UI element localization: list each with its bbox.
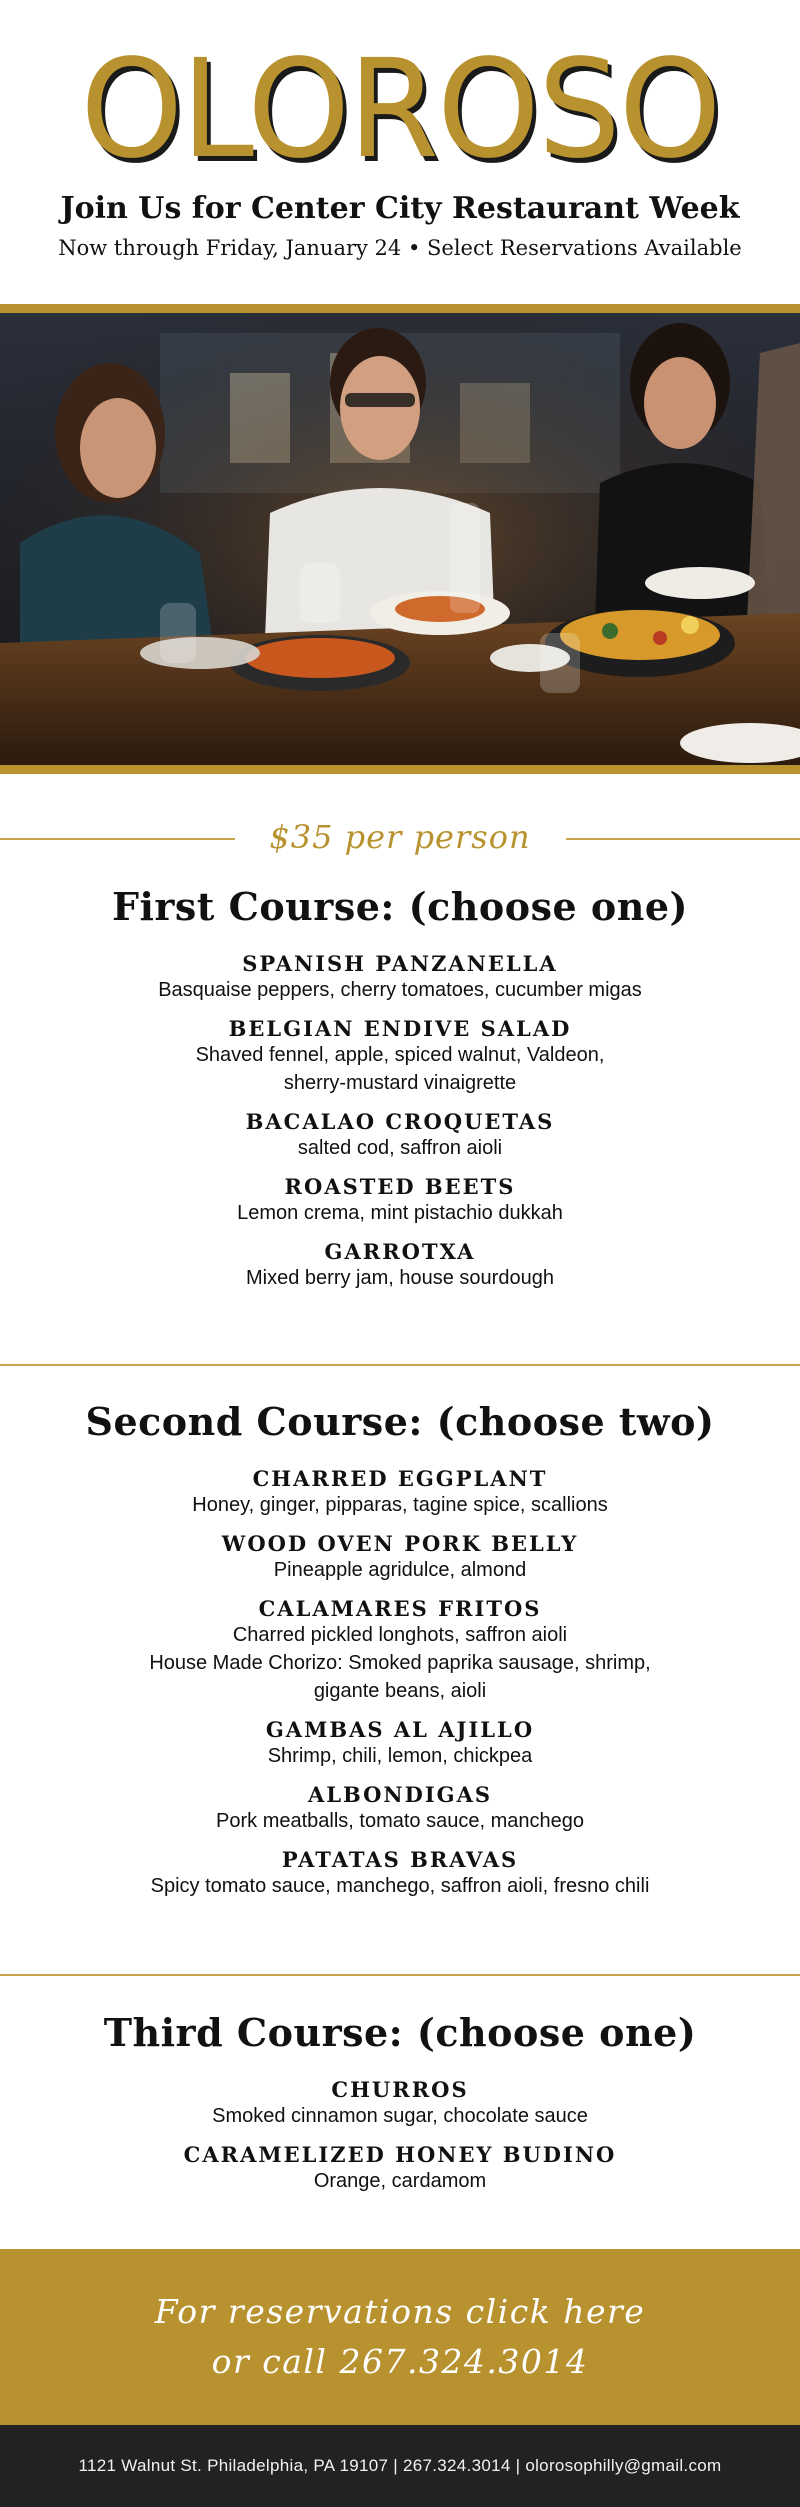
item-desc: salted cod, saffron aioli [297,1137,503,1159]
dining-photo-illustration [0,313,800,765]
menu-item [0,951,800,1004]
reservation-link[interactable]: For reservations click here [154,2292,646,2331]
item-name: GARROTXA [324,1239,476,1264]
menu-item [0,2142,800,2195]
menu-item [0,1717,800,1770]
menu-item [0,1174,800,1227]
item-name: WOOD OVEN PORK BELLY [221,1531,579,1556]
footer [0,2425,800,2507]
reservation-phone[interactable]: or call 267.324.3014 [211,2342,589,2381]
item-desc: sherry-mustard vinaigrette [283,1072,517,1094]
dining-photo [0,313,800,765]
item-desc: Shaved fennel, apple, spiced walnut, Valdeon, [195,1044,605,1066]
menu-item [0,1531,800,1584]
reservation-cta[interactable] [0,2249,800,2425]
item-desc: Pineapple agridulce, almond [273,1559,527,1581]
item-name: CARAMELIZED HONEY BUDINO [183,2142,617,2167]
item-name: CHURROS [331,2077,469,2102]
menu-item [0,1466,800,1519]
second-course [0,1399,800,1900]
item-name: ALBONDIGAS [307,1782,493,1807]
item-name: CHARRED EGGPLANT [252,1466,548,1491]
photo-frame [0,304,800,774]
item-name: BACALAO CROQUETAS [245,1109,555,1134]
item-desc: Charred pickled longhots, saffron aioli [232,1624,568,1646]
item-desc: Orange, cardamom [313,2170,487,2192]
course-title: Third Course: (choose one) [103,2010,697,2055]
item-desc: gigante beans, aioli [313,1680,487,1702]
footer-contact: 1121 Walnut St. Philadelphia, PA 19107 | 267.324.3014 | olorosophilly@gmail.com [78,2456,722,2475]
header [0,0,800,304]
course-divider [0,1364,800,1366]
course-title: Second Course: (choose two) [85,1399,715,1444]
logo: OLOROSO [80,31,720,189]
item-desc: Shrimp, chili, lemon, chickpea [267,1745,533,1767]
subline: Now through Friday, January 24 • Select Reservations Available [58,236,742,260]
item-desc: House Made Chorizo: Smoked paprika sausage, shrimp, [149,1652,651,1674]
item-desc: Lemon crema, mint pistachio dukkah [237,1202,563,1224]
headline: Join Us for Center City Restaurant Week [60,191,740,226]
item-name: CALAMARES FRITOS [258,1596,542,1621]
menu-item [0,1239,800,1292]
item-name: GAMBAS AL AJILLO [265,1717,535,1742]
first-course [0,884,800,1292]
price-row [0,818,800,858]
item-name: BELGIAN ENDIVE SALAD [228,1016,572,1041]
item-desc: Mixed berry jam, house sourdough [246,1267,554,1289]
menu-item [0,1109,800,1162]
menu-item [0,1016,800,1097]
item-desc: Pork meatballs, tomato sauce, manchego [216,1810,584,1832]
menu-item [0,1847,800,1900]
menu-item [0,1782,800,1835]
item-name: ROASTED BEETS [284,1174,516,1199]
item-name: SPANISH PANZANELLA [242,951,558,976]
item-desc: Spicy tomato sauce, manchego, saffron aioli, fresno chili [150,1875,650,1897]
course-divider [0,1974,800,1976]
menu-item [0,1596,800,1705]
item-name: PATATAS BRAVAS [281,1847,519,1872]
item-desc: Honey, ginger, pipparas, tagine spice, scallions [192,1494,608,1516]
menu-item [0,2077,800,2130]
third-course [0,2010,800,2195]
item-desc: Smoked cinnamon sugar, chocolate sauce [212,2105,588,2127]
item-desc: Basquaise peppers, cherry tomatoes, cucumber migas [158,979,642,1001]
price: $35 per person [269,818,531,856]
course-title: First Course: (choose one) [111,884,689,929]
